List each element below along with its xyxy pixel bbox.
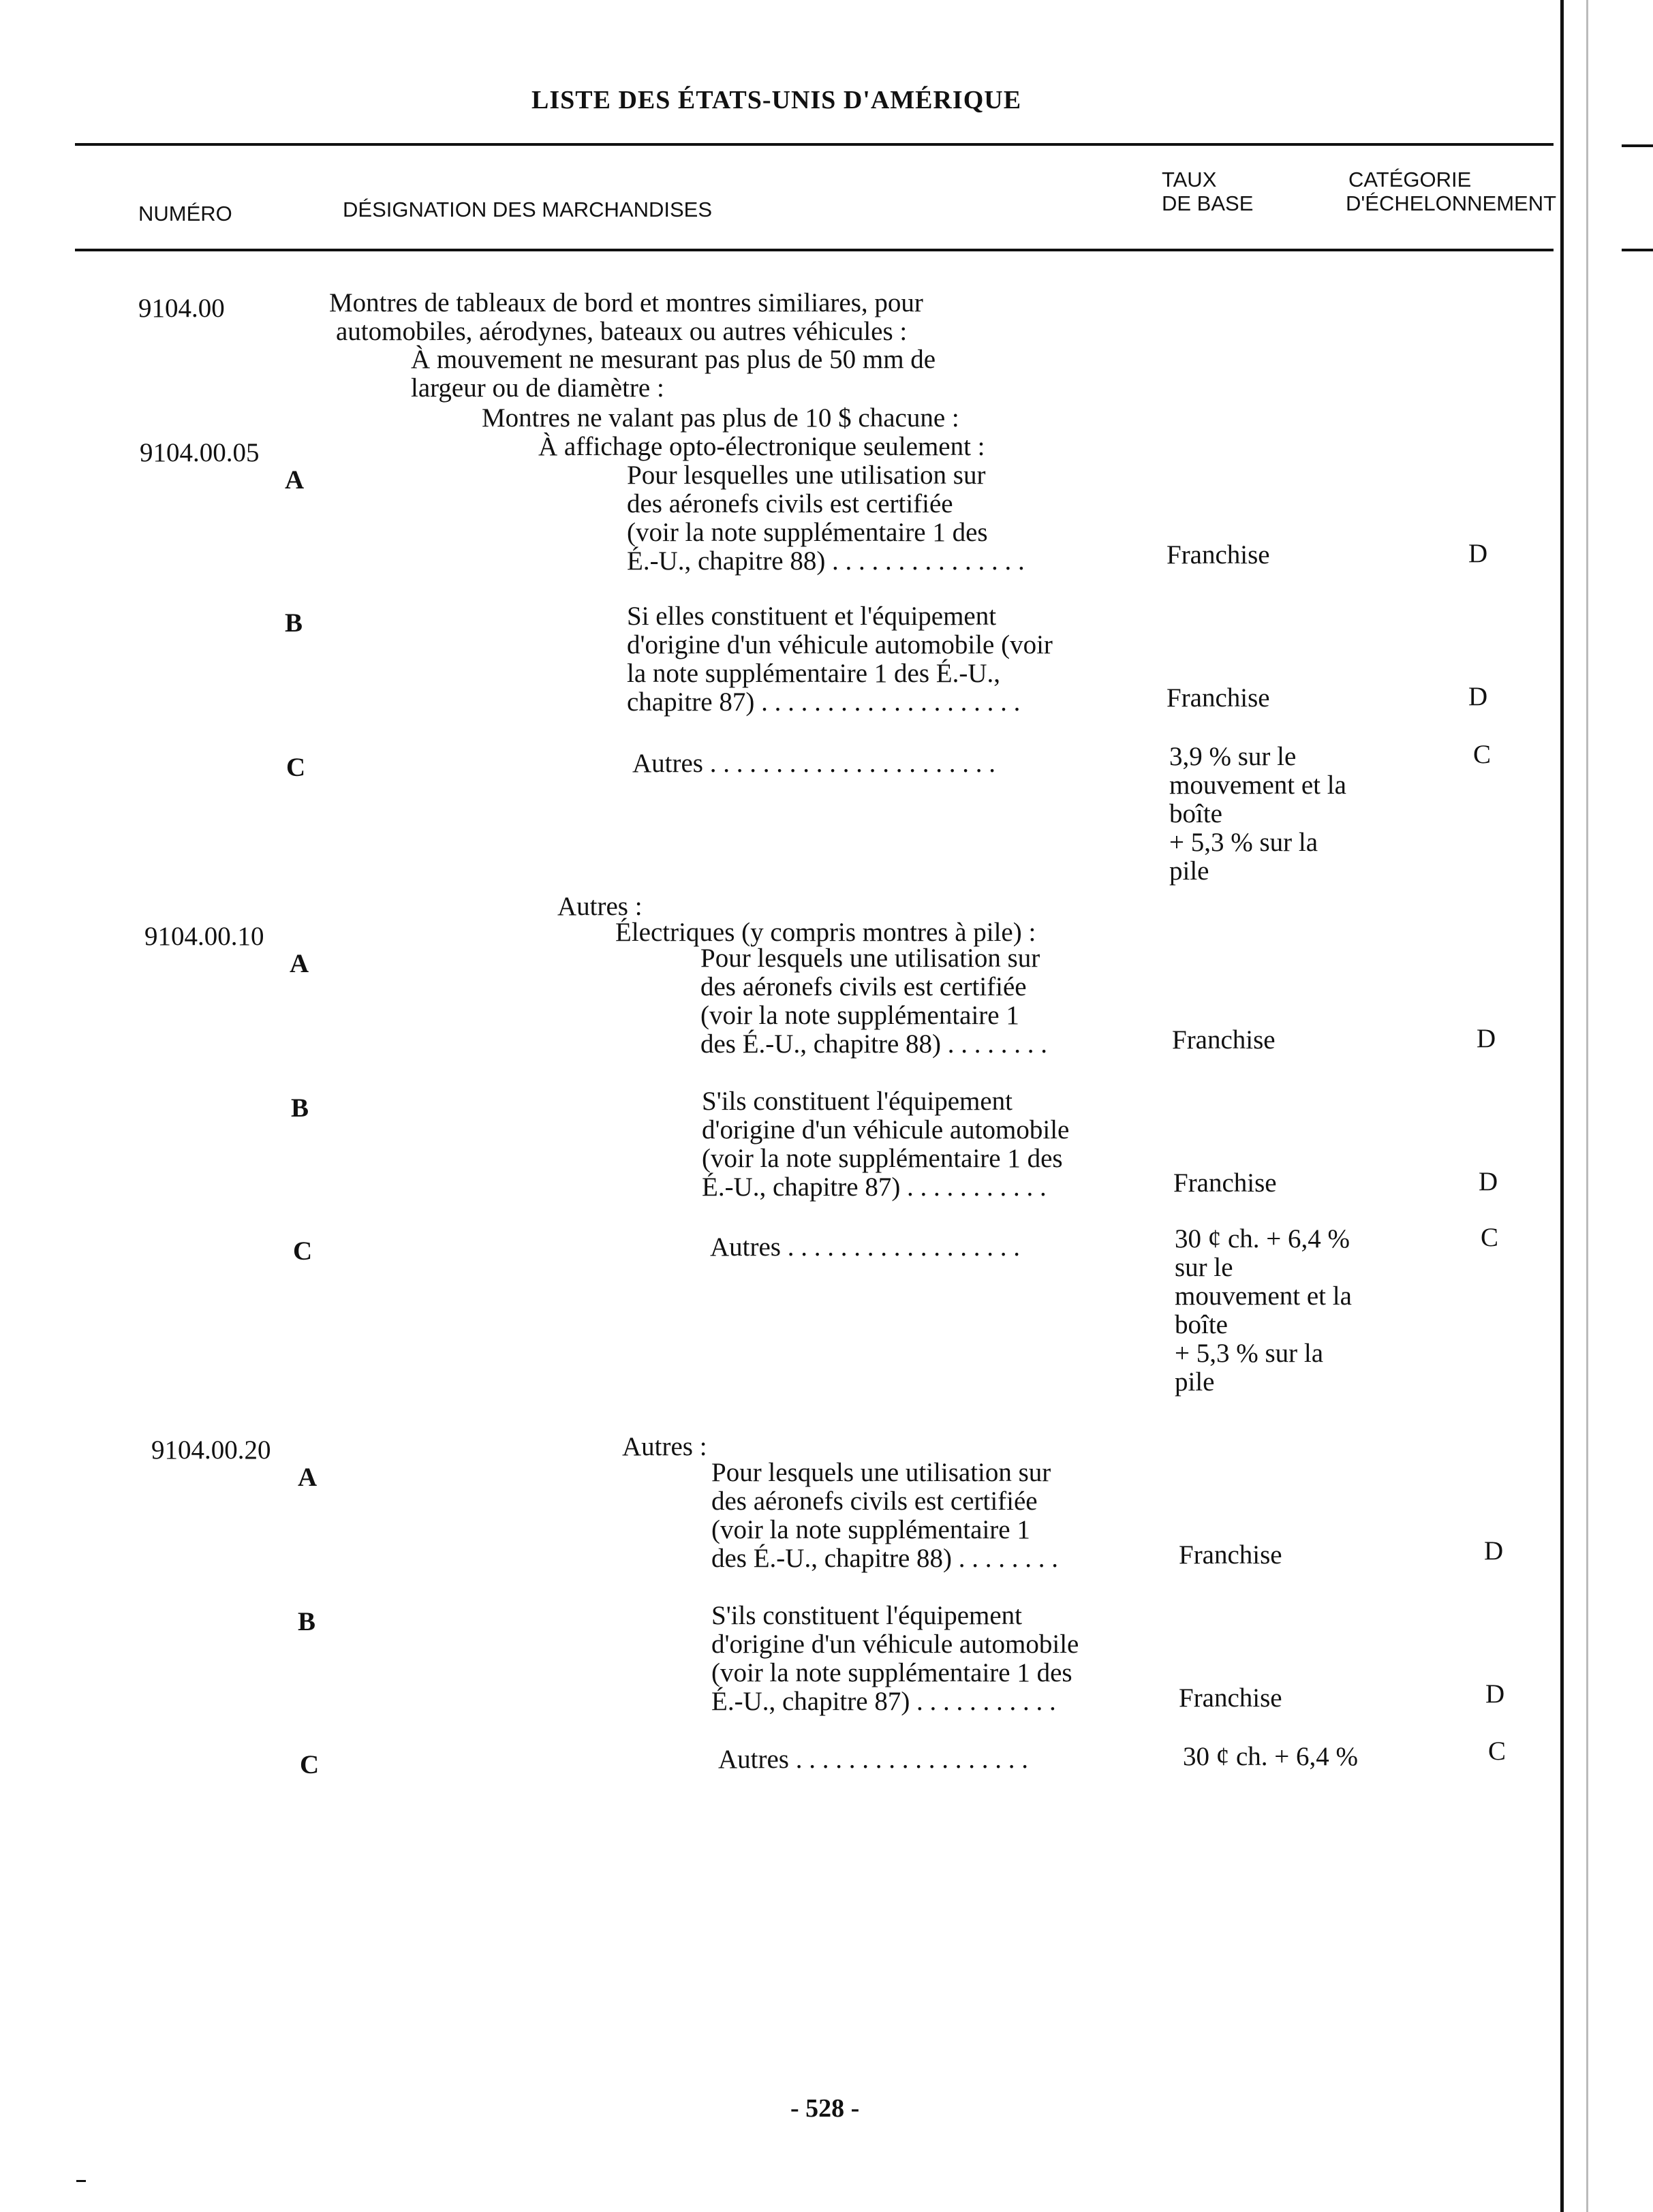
tariff-code: 9104.00.05 <box>140 438 260 467</box>
description-block <box>700 944 1047 1059</box>
staging-category: D <box>1468 682 1488 711</box>
text-line: (voir la note supplémentaire 1 des <box>711 1658 1072 1687</box>
rate-line: 30 ¢ ch. + 6,4 % <box>1175 1224 1350 1253</box>
page-number: - 528 - <box>790 2094 860 2123</box>
tariff-code: 9104.00.20 <box>151 1435 271 1465</box>
description-block <box>627 461 1025 576</box>
column-header-designation: DÉSIGNATION DES MARCHANDISES <box>343 198 713 221</box>
text-line: (voir la note supplémentaire 1 <box>700 1001 1019 1030</box>
column-header-taux-line1: TAUX <box>1162 168 1217 191</box>
staging-category: D <box>1468 539 1488 568</box>
binding-mark-top <box>1622 144 1653 147</box>
heading-autres: Autres : <box>557 892 643 921</box>
staging-category: D <box>1477 1024 1496 1053</box>
rate-line: + 5,3 % sur la <box>1169 828 1318 857</box>
staging-category: D <box>1485 1679 1505 1709</box>
text-line: À mouvement ne mesurant pas plus de 50 mm de <box>411 345 936 374</box>
description-block <box>627 602 1053 717</box>
rate-line: mouvement et la <box>1175 1281 1352 1311</box>
text-line: Si elles constituent et l'équipement <box>627 602 997 631</box>
heading-movement-size <box>411 345 936 403</box>
page-binding-edge <box>1560 0 1564 2212</box>
column-header-taux-line2: DE BASE <box>1162 191 1254 215</box>
text-line: automobiles, aérodynes, bateaux ou autres véhicules : <box>336 317 908 346</box>
rate-line: pile <box>1175 1367 1215 1397</box>
sub-letter: C <box>300 1750 320 1779</box>
binding-mark-bottom <box>1622 249 1653 251</box>
column-header-categorie <box>1346 168 1556 215</box>
text-line: des É.-U., chapitre 88) . . . . . . . . <box>711 1544 1059 1573</box>
sub-letter: B <box>291 1093 309 1123</box>
text-line: S'ils constituent l'équipement <box>711 1601 1023 1630</box>
text-line: d'origine d'un véhicule automobile <box>711 1630 1079 1659</box>
rate-line: 3,9 % sur le <box>1169 742 1297 771</box>
page-title: LISTE DES ÉTATS-UNIS D'AMÉRIQUE <box>531 86 1022 114</box>
text-line: des aéronefs civils est certifiée <box>627 489 953 518</box>
base-rate: Franchise <box>1179 1540 1282 1570</box>
sub-letter: A <box>290 949 309 978</box>
sub-letter: A <box>285 465 305 495</box>
description-autres: Autres . . . . . . . . . . . . . . . . . . <box>718 1745 1028 1774</box>
heading-electriques: Électriques (y compris montres à pile) : <box>615 918 1036 947</box>
text-line: Pour lesquels une utilisation sur <box>700 944 1040 973</box>
column-header-categorie-line2: D'ÉCHELONNEMENT <box>1346 191 1557 215</box>
rate-line: + 5,3 % sur la <box>1175 1339 1324 1368</box>
text-line: d'origine d'un véhicule automobile <box>702 1115 1070 1144</box>
base-rate: Franchise <box>1179 1683 1282 1713</box>
rate-line: mouvement et la <box>1169 770 1346 800</box>
sub-letter: C <box>293 1236 313 1266</box>
text-line: S'ils constituent l'équipement <box>702 1087 1013 1116</box>
description-block <box>711 1459 1058 1573</box>
text-line: chapitre 87) . . . . . . . . . . . . . . . . . . . . <box>627 687 1021 717</box>
tariff-code: 9104.00.10 <box>144 922 264 951</box>
base-rate <box>1169 743 1346 886</box>
text-line: É.-U., chapitre 87) . . . . . . . . . . . <box>702 1172 1047 1202</box>
scan-mark <box>76 2180 86 2182</box>
text-line: des É.-U., chapitre 88) . . . . . . . . <box>700 1029 1048 1059</box>
sub-letter: B <box>298 1607 316 1636</box>
text-line: Montres de tableaux de bord et montres similiares, pour <box>329 288 923 317</box>
description-autres: Autres . . . . . . . . . . . . . . . . . . . . . . <box>632 749 995 778</box>
text-line: la note supplémentaire 1 des É.-U., <box>627 659 1000 688</box>
sub-letter: C <box>286 753 306 782</box>
text-line: des aéronefs civils est certifiée <box>700 972 1027 1001</box>
column-header-taux <box>1162 168 1253 215</box>
base-rate <box>1175 1225 1352 1397</box>
page-binding-shadow <box>1586 0 1588 2212</box>
base-rate: Franchise <box>1173 1168 1277 1198</box>
staging-category: C <box>1481 1223 1499 1252</box>
staging-category: D <box>1479 1167 1498 1196</box>
staging-category: C <box>1488 1736 1507 1766</box>
text-line: largeur ou de diamètre : <box>411 373 664 403</box>
text-line: Pour lesquels une utilisation sur <box>711 1458 1051 1487</box>
heading-autres: Autres : <box>622 1432 707 1461</box>
sub-letter: B <box>285 608 303 638</box>
heading-montres-10: Montres ne valant pas plus de 10 $ chacune : <box>482 403 959 433</box>
text-line: É.-U., chapitre 87) . . . . . . . . . . . <box>711 1687 1056 1716</box>
rate-line: pile <box>1169 856 1209 886</box>
description-block <box>702 1087 1069 1202</box>
text-line: (voir la note supplémentaire 1 des <box>702 1144 1063 1173</box>
column-header-numero: NUMÉRO <box>138 202 232 225</box>
staging-category: C <box>1473 740 1492 769</box>
header-bottom-rule <box>75 249 1554 251</box>
text-line: (voir la note supplémentaire 1 <box>711 1515 1030 1544</box>
base-rate: 30 ¢ ch. + 6,4 % <box>1183 1742 1359 1771</box>
description-autres: Autres . . . . . . . . . . . . . . . . . . <box>710 1232 1020 1262</box>
rate-line: sur le <box>1175 1253 1233 1282</box>
base-rate: Franchise <box>1167 683 1270 713</box>
sub-letter: A <box>298 1463 318 1492</box>
text-line: Pour lesquelles une utilisation sur <box>627 461 986 490</box>
heading-dashboard-watches <box>329 289 923 346</box>
column-header-categorie-line1: CATÉGORIE <box>1348 168 1472 191</box>
description-block <box>711 1602 1079 1716</box>
text-line: d'origine d'un véhicule automobile (voir <box>627 630 1053 659</box>
text-line: des aéronefs civils est certifiée <box>711 1486 1038 1516</box>
base-rate: Franchise <box>1172 1025 1276 1055</box>
header-top-rule <box>75 143 1554 146</box>
text-line: É.-U., chapitre 88) . . . . . . . . . . . . . . . <box>627 546 1025 576</box>
rate-line: boîte <box>1169 799 1222 828</box>
text-line: (voir la note supplémentaire 1 des <box>627 518 988 547</box>
staging-category: D <box>1484 1536 1504 1565</box>
tariff-code: 9104.00 <box>138 294 225 323</box>
rate-line: boîte <box>1175 1310 1228 1339</box>
heading-affichage: À affichage opto-électronique seulement : <box>538 432 985 461</box>
base-rate: Franchise <box>1167 540 1270 570</box>
